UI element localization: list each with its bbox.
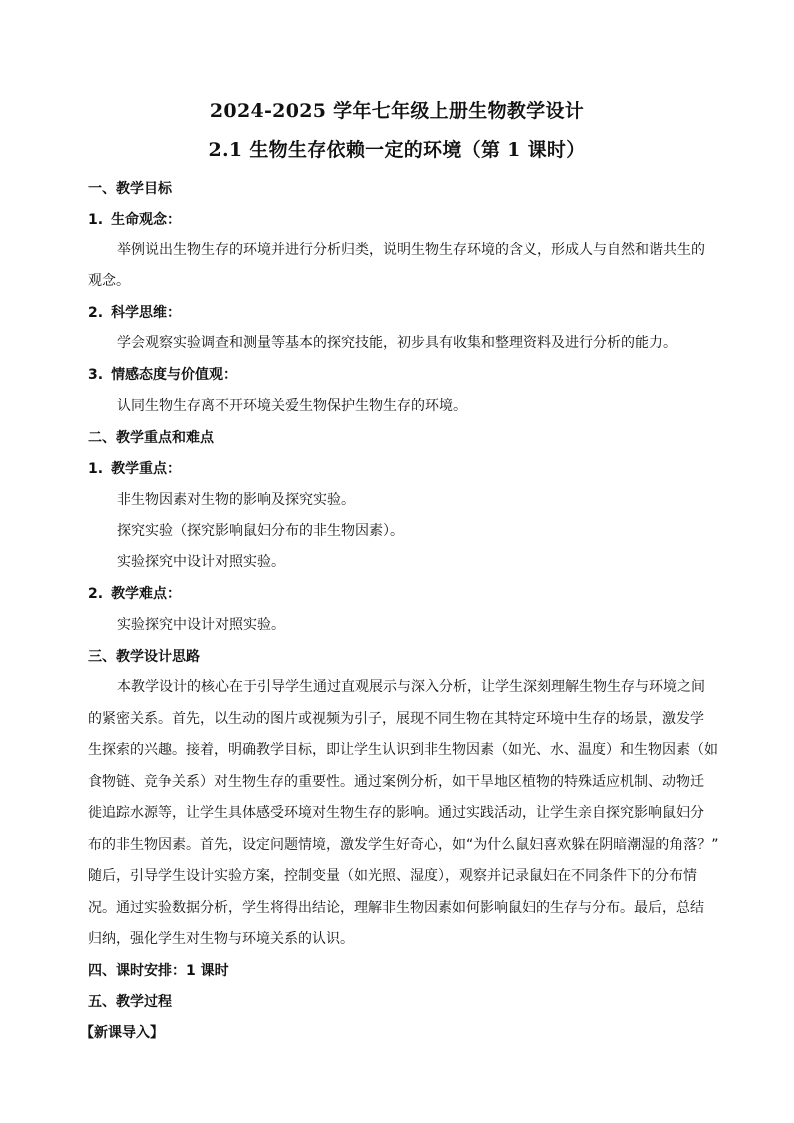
objective-1-text-line-2: 观念。 <box>88 273 130 289</box>
design-paragraph-line: 的紧密关系。首先，以生动的图片或视频为引子，展现不同生物在其特定环境中生存的场景，激发学 <box>88 711 704 727</box>
design-paragraph-line: 生探索的兴趣。接着，明确教学目标，即让学生认识到非生物因素（如光、水、温度）和生物因素（如 <box>88 742 718 758</box>
key-point-item: 实验探究中设计对照实验。 <box>117 554 285 570</box>
key-points-heading <box>88 458 181 478</box>
key-points-label: 教学重点： <box>111 461 182 477</box>
objective-1-heading <box>88 209 181 229</box>
objective-1-text-line-1: 举例说出生物生存的环境并进行分析归类，说明生物生存环境的含义，形成人与自然和谐共生的 <box>117 242 705 258</box>
section-heading-key-difficult-points: 二、教学重点和难点 <box>88 430 214 446</box>
objective-3-label: 情感态度与价值观： <box>111 367 238 383</box>
difficulties-number: 2. <box>88 586 104 602</box>
section-heading-class-hours: 四、课时安排：1 课时 <box>88 963 229 979</box>
objective-2-label: 科学思维： <box>111 305 182 321</box>
difficulties-label: 教学难点： <box>111 586 182 602</box>
section-heading-design-ideas: 三、教学设计思路 <box>88 649 200 665</box>
objective-2-heading <box>88 302 181 322</box>
key-points-number: 1. <box>88 461 104 477</box>
design-paragraph-line: 布的非生物因素。首先，设定问题情境，激发学生好奇心，如“为什么鼠妇喜欢躲在阴暗潮湿的角落？” <box>88 837 719 853</box>
section-heading-teaching-objectives: 一、教学目标 <box>88 181 172 197</box>
objective-3-text: 认同生物生存离不开环境关爱生物保护生物生存的环境。 <box>117 398 467 414</box>
design-paragraph-line: 徙追踪水源等，让学生具体感受环境对生物生存的影响。通过实践活动，让学生亲自探究影响鼠妇分 <box>88 805 704 821</box>
design-paragraph-line: 随后，引导学生设计实验方案，控制变量（如光照、湿度），观察并记录鼠妇在不同条件下的分布情 <box>88 868 697 884</box>
section-heading-teaching-process: 五、教学过程 <box>88 994 172 1010</box>
difficulty-item: 实验探究中设计对照实验。 <box>117 617 285 633</box>
objective-1-label: 生命观念： <box>111 212 182 228</box>
difficulties-heading <box>88 583 181 603</box>
objective-1-number: 1. <box>88 212 104 228</box>
objective-2-text: 学会观察实验调查和测量等基本的探究技能，初步具有收集和整理资料及进行分析的能力。 <box>117 335 677 351</box>
design-paragraph-line: 本教学设计的核心在于引导学生通过直观展示与深入分析，让学生深刻理解生物生存与环境之间 <box>117 679 705 695</box>
objective-3-heading <box>88 364 237 384</box>
key-point-item: 非生物因素对生物的影响及探究实验。 <box>117 492 355 508</box>
design-paragraph-line: 食物链、竞争关系）对生物生存的重要性。通过案例分析，如干旱地区植物的特殊适应机制、动物迁 <box>88 774 704 790</box>
design-paragraph-line: 归纳，强化学生对生物与环境关系的认识。 <box>88 931 354 947</box>
objective-2-number: 2. <box>88 305 104 321</box>
document-title: 2024-2025 学年七年级上册生物教学设计 <box>209 100 585 122</box>
objective-3-number: 3. <box>88 367 104 383</box>
key-point-item: 探究实验（探究影响鼠妇分布的非生物因素）。 <box>117 523 404 539</box>
lesson-title: 2.1 生物生存依赖一定的环境（第 1 课时） <box>208 139 586 161</box>
new-lesson-intro-heading: 【新课导入】 <box>80 1025 164 1041</box>
design-paragraph-line: 况。通过实验数据分析，学生将得出结论，理解非生物因素如何影响鼠妇的生存与分布。最后，总结 <box>88 900 704 916</box>
